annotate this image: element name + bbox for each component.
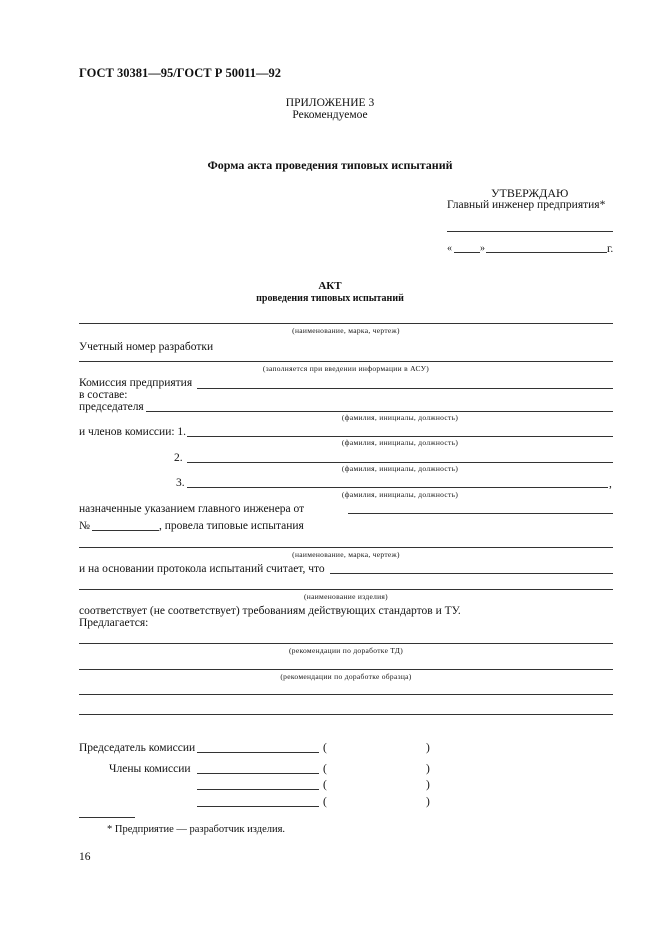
footnote: * Предприятие — разработчик изделия.	[107, 824, 286, 835]
members-label: и членов комиссии: 1.	[79, 426, 187, 438]
hint-product-name: (наименование изделия)	[304, 592, 388, 601]
hint-fio-member-2: (фамилия, инициалы, должность)	[341, 464, 459, 473]
approve-label: УТВЕРЖДАЮ	[491, 186, 569, 200]
extra-line-2[interactable]	[79, 714, 613, 715]
hint-asu: (заполняется при введении информации в АСУ)	[262, 364, 430, 373]
hint-fio-chairman: (фамилия, инициалы, должность)	[341, 413, 459, 422]
approve-role: Главный инженер предприятия*	[447, 199, 606, 211]
signature-chairman-open: (	[323, 742, 327, 754]
order-number-line[interactable]	[92, 530, 159, 531]
document-header: ГОСТ 30381—95/ГОСТ Р 50011—92	[79, 66, 282, 80]
signature-member-2-line[interactable]	[197, 789, 319, 790]
hint-name-mark-drawing: (наименование, марка, чертеж)	[292, 326, 400, 335]
member-3-line[interactable]	[187, 487, 608, 488]
signature-member-1-line[interactable]	[197, 773, 319, 774]
recommendation-td-line[interactable]	[79, 643, 613, 644]
appendix-status: Рекомендуемое	[292, 109, 368, 121]
member-2-line[interactable]	[187, 462, 613, 463]
footnote-separator	[79, 817, 135, 818]
date-close-quote: »	[480, 243, 485, 254]
page-number: 16	[79, 851, 91, 863]
chairman-line[interactable]	[146, 411, 613, 412]
chairman-label: председателя	[79, 401, 144, 413]
approve-signature-line[interactable]	[447, 231, 613, 232]
commission-line[interactable]	[197, 388, 613, 389]
signature-chairman-label: Председатель комиссии	[79, 742, 196, 754]
signature-member-2-open: (	[323, 779, 327, 791]
appointed-line[interactable]	[348, 513, 613, 514]
member-3-number: 3.	[176, 477, 185, 489]
hint-rec-td: (рекомендации по доработке ТД)	[288, 646, 403, 655]
reg-number-line[interactable]	[79, 361, 613, 362]
recommendation-sample-line[interactable]	[79, 669, 613, 670]
date-month-year-line[interactable]	[486, 252, 607, 253]
signature-chairman-line[interactable]	[197, 752, 319, 753]
signature-member-2-close: )	[426, 779, 430, 791]
member-1-line[interactable]	[187, 436, 613, 437]
hint-fio-member-3: (фамилия, инициалы, должность)	[341, 490, 459, 499]
hint-rec-sample: (рекомендации по доработке образца)	[280, 672, 412, 681]
signature-chairman-close: )	[426, 742, 430, 754]
appointed-label: назначенные указанием главного инженера от	[79, 503, 305, 515]
signature-member-1-open: (	[323, 763, 327, 775]
act-subtitle: проведения типовых испытаний	[256, 293, 404, 304]
act-title: АКТ	[318, 280, 342, 292]
signature-member-3-close: )	[426, 796, 430, 808]
form-title: Форма акта проведения типовых испытаний	[207, 158, 453, 172]
product-name-line[interactable]	[79, 323, 613, 324]
signature-members-label: Члены комиссии	[109, 763, 191, 775]
hint-fio-member-1: (фамилия, инициалы, должность)	[341, 438, 459, 447]
hint-name-mark-drawing-2: (наименование, марка, чертеж)	[292, 550, 400, 559]
date-open-quote: «	[447, 243, 452, 254]
date-day-line[interactable]	[454, 252, 480, 253]
signature-member-3-open: (	[323, 796, 327, 808]
member-2-number: 2.	[174, 452, 183, 464]
product-name-line-2[interactable]	[79, 589, 613, 590]
conducted-label: , провела типовые испытания	[159, 520, 304, 532]
composition-label: в составе:	[79, 389, 128, 401]
protocol-line[interactable]	[330, 573, 613, 574]
appendix-title: ПРИЛОЖЕНИЕ 3	[285, 97, 375, 109]
reg-number-label: Учетный номер разработки	[79, 341, 214, 353]
proposed-label: Предлагается:	[79, 617, 149, 629]
tested-product-line[interactable]	[79, 547, 613, 548]
member-3-comma: ,	[609, 478, 612, 490]
signature-member-3-line[interactable]	[197, 806, 319, 807]
protocol-label: и на основании протокола испытаний считает, что	[79, 563, 325, 575]
number-prefix: №	[79, 520, 90, 532]
conforms-text: соответствует (не соответствует) требованиям действующих стандартов и ТУ.	[79, 605, 461, 617]
commission-label: Комиссия предприятия	[79, 377, 193, 389]
date-year-suffix: г.	[607, 243, 614, 255]
extra-line-1[interactable]	[79, 694, 613, 695]
signature-member-1-close: )	[426, 763, 430, 775]
